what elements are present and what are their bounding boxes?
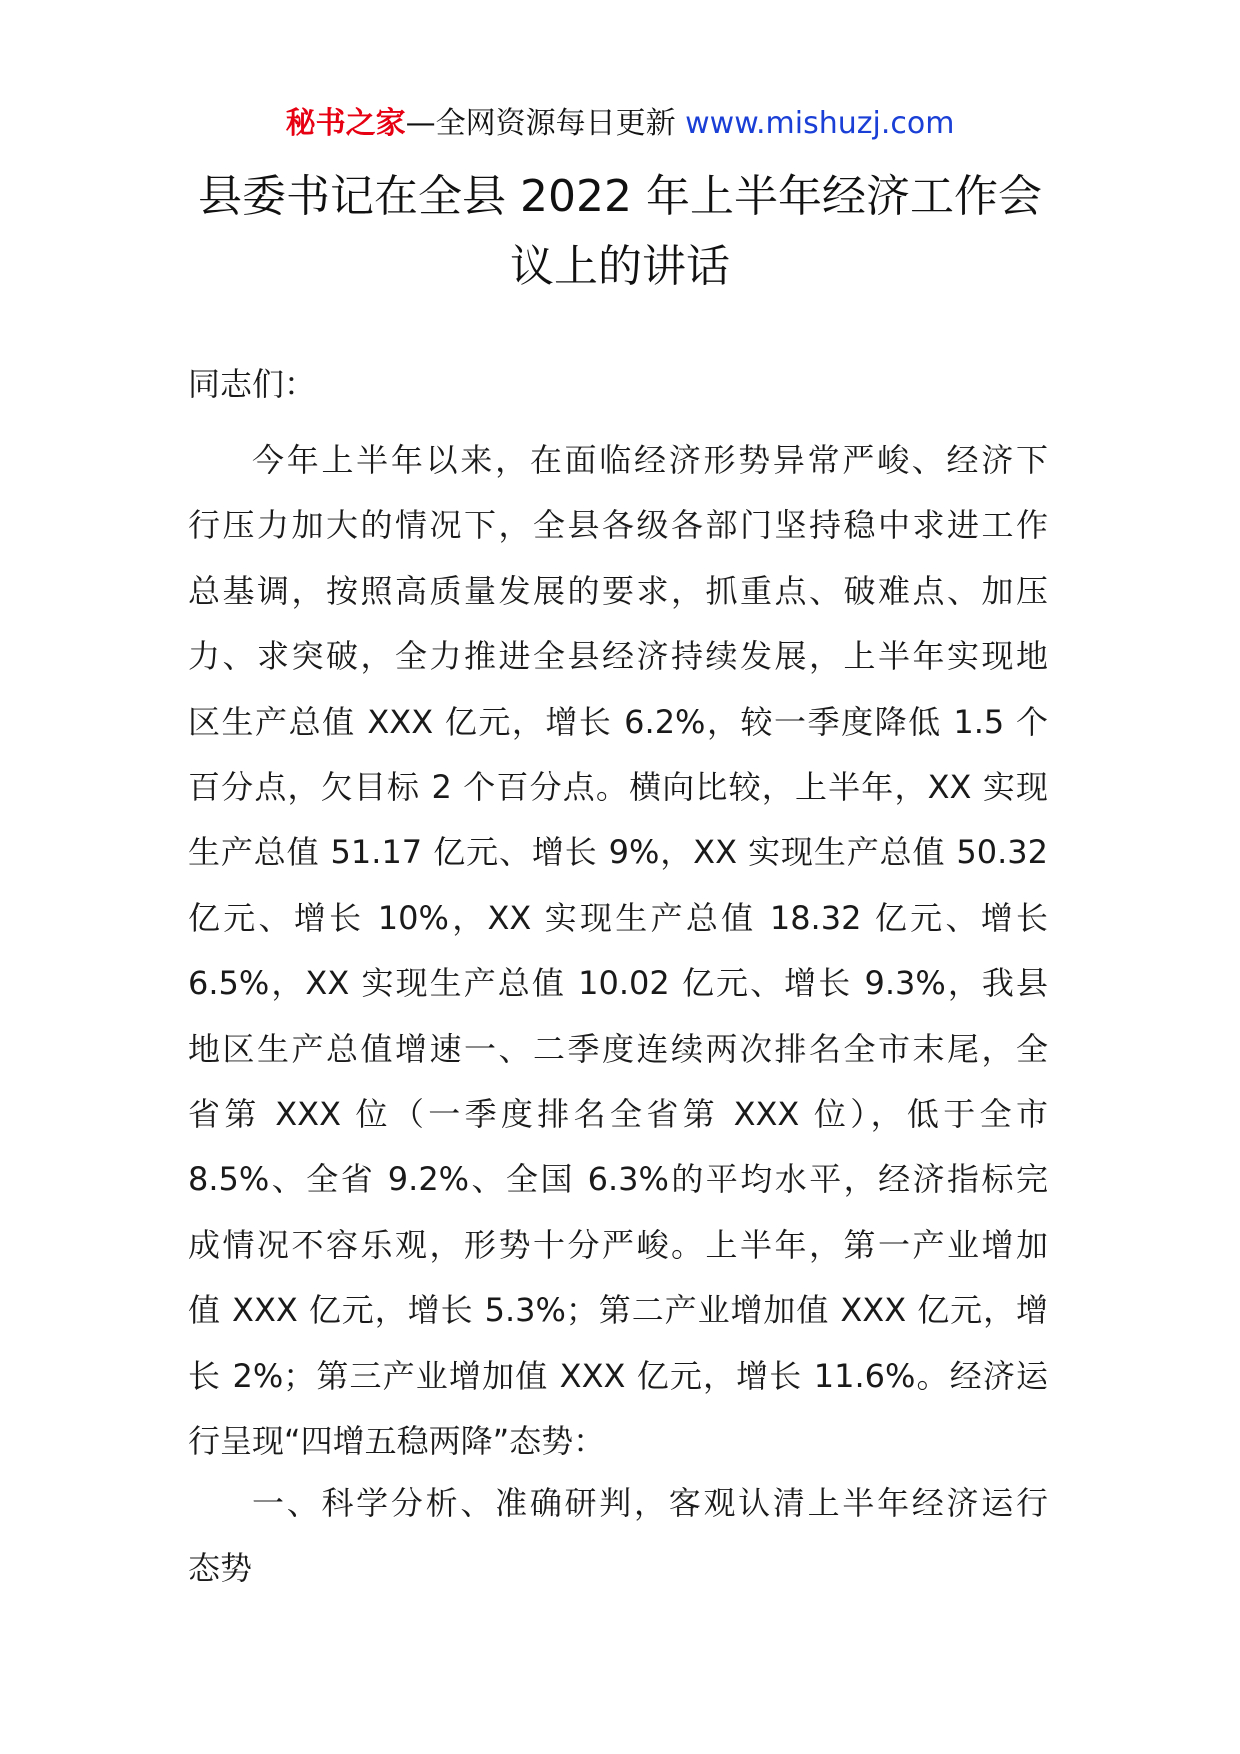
document-title bbox=[140, 162, 1100, 302]
paragraph-line: 生产总值 51.17 亿元、增长 9%，XX 实现生产总值 50.32 bbox=[188, 833, 1048, 872]
site-header bbox=[0, 104, 1240, 144]
section-heading-line: 一、科学分析、准确研判，客观认清上半年经济运行 bbox=[252, 1484, 1048, 1522]
paragraph-line: 6.5%，XX 实现生产总值 10.02 亿元、增长 9.3%，我县 bbox=[188, 964, 1048, 1003]
site-name: 秘书之家 bbox=[285, 106, 406, 141]
paragraph-line: 总基调，按照高质量发展的要求，抓重点、破难点、加压 bbox=[188, 571, 1048, 610]
title-line: 县委书记在全县 2022 年上半年经济工作会 bbox=[198, 171, 1042, 222]
paragraph-line: 力、求突破，全力推进全县经济持续发展，上半年实现地 bbox=[188, 637, 1048, 676]
site-url-link[interactable]: www.mishuzj.com bbox=[685, 106, 955, 141]
paragraph-line: 成情况不容乐观，形势十分严峻。上半年，第一产业增加 bbox=[188, 1225, 1048, 1264]
paragraph-line: 8.5%、全省 9.2%、全国 6.3%的平均水平，经济指标完 bbox=[188, 1160, 1048, 1199]
paragraph-line: 百分点，欠目标 2 个百分点。横向比较，上半年，XX 实现 bbox=[188, 768, 1048, 807]
paragraph-line: 省第 XXX 位（一季度排名全省第 XXX 位），低于全市 bbox=[188, 1095, 1048, 1134]
salutation: 同志们： bbox=[188, 365, 317, 403]
paragraph-line: 亿元、增长 10%，XX 实现生产总值 18.32 亿元、增长 bbox=[188, 898, 1048, 937]
site-tagline: —全网资源每日更新 bbox=[405, 106, 686, 141]
paragraph-line: 行压力加大的情况下，全县各级各部门坚持稳中求进工作 bbox=[188, 506, 1048, 545]
body-paragraph bbox=[188, 428, 1048, 1475]
paragraph-line: 值 XXX 亿元，增长 5.3%；第二产业增加值 XXX 亿元，增 bbox=[188, 1291, 1048, 1330]
paragraph-line: 地区生产总值增速一、二季度连续两次排名全市末尾，全 bbox=[188, 1029, 1048, 1068]
section-heading-line: 态势 bbox=[188, 1549, 253, 1588]
paragraph-line: 今年上半年以来，在面临经济形势异常严峻、经济下 bbox=[252, 441, 1048, 479]
section-heading bbox=[188, 1471, 1048, 1602]
paragraph-line: 行呈现“四增五稳两降”态势： bbox=[188, 1422, 606, 1461]
paragraph-line: 区生产总值 XXX 亿元，增长 6.2%，较一季度降低 1.5 个 bbox=[188, 702, 1048, 741]
title-line: 议上的讲话 bbox=[510, 241, 730, 292]
paragraph-line: 长 2%；第三产业增加值 XXX 亿元，增长 11.6%。经济运 bbox=[188, 1356, 1048, 1395]
